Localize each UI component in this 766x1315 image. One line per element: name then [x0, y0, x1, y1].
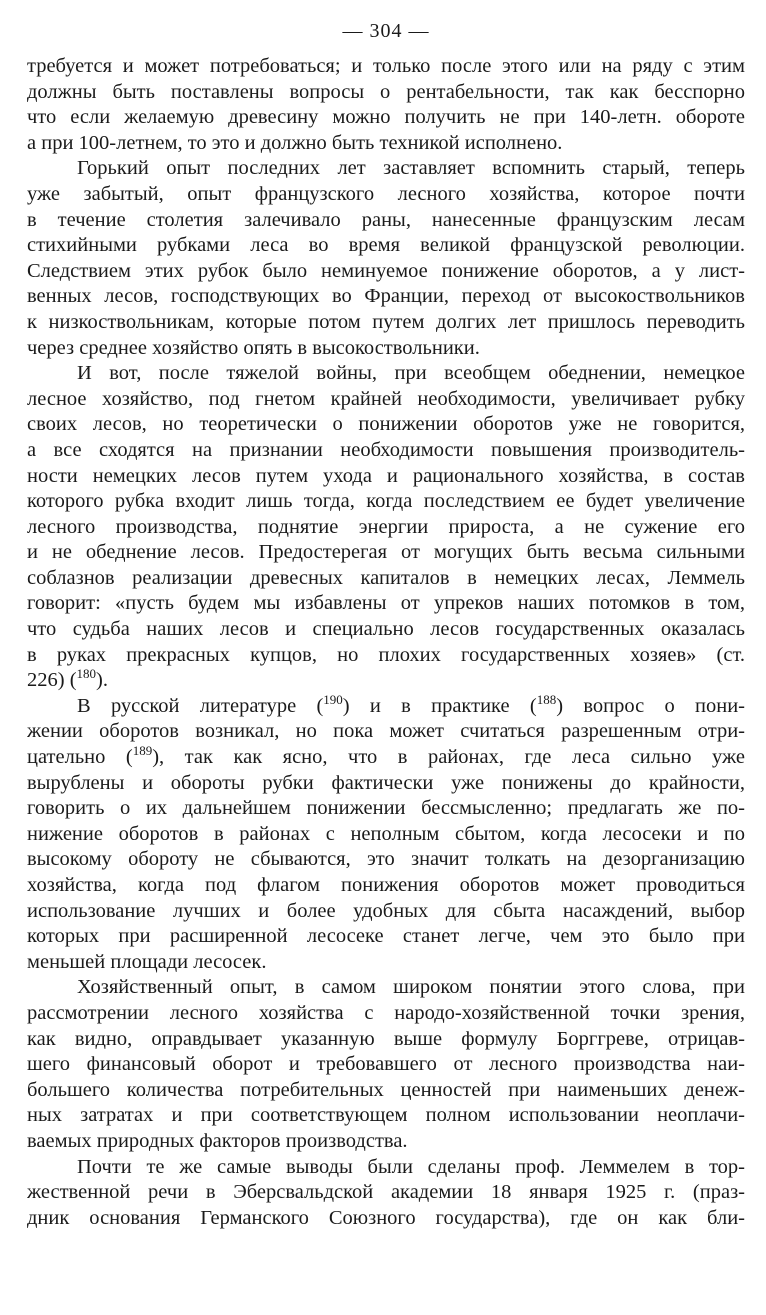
text-line: а все сходятся на признании необходимости повышения производитель- — [27, 438, 745, 461]
text-line: вырублены и обороты рубки фактически уже понижены до крайности, — [27, 771, 745, 794]
text-line: И вот, после тяжелой войны, при всеобщем обеднении, немецкое — [77, 362, 745, 385]
text-line: своих лесов, но теоретически о понижении оборотов уже не говорится, — [27, 413, 745, 436]
text-line: а при 100-летнем, то это и должно быть техникой исполнено. — [27, 131, 563, 154]
text-line: которых при расширенной лесосеке станет легче, чем это было при — [27, 925, 745, 948]
text-line: жественной речи в Эберсвальдской академии 18 января 1925 г. (праз- — [27, 1181, 745, 1204]
footnote-ref: 180 — [76, 668, 97, 682]
text-line: в течение столетия залечивало раны, нанесенные французским лесам — [27, 208, 745, 231]
text-line: большего количества потребительных ценностей при наименьших денеж- — [27, 1078, 745, 1101]
text-line: хозяйства, когда под флагом понижения оборотов может проводиться — [27, 874, 745, 896]
text-line: что если желаемую древесину можно получить не при 140-летн. обороте — [27, 106, 745, 129]
page — [27, 18, 745, 1231]
text-line: Горький опыт последних лет заставляет вспомнить старый, теперь — [77, 157, 745, 180]
page-number: — 304 — — [342, 20, 430, 42]
text-line: говорить о их дальнейшем понижении бессмысленно; предлагать же по- — [27, 797, 745, 820]
text-line: Почти те же самые выводы были сделаны проф. Леммелем в тор- — [77, 1155, 745, 1178]
text-fragment: В русской литературе ( — [77, 694, 324, 717]
text-line: соблазнов реализации древесных капиталов в немецких лесах, Леммель — [27, 566, 745, 589]
text-line: использование лучших и более удобных для сбыта насаждений, выбор — [27, 899, 745, 922]
text-line: что судьба наших лесов и специально лесов государственных оказалась — [27, 618, 745, 641]
text-line: дник основания Германского Союзного государства), где он как бли- — [27, 1206, 745, 1229]
paragraph-5 — [27, 975, 745, 1154]
text-line: шего финансовый оборот и требовавшего от лесного производства наи- — [27, 1053, 745, 1076]
text-line: ваемых природных факторов производства. — [27, 1129, 408, 1152]
text-line: ных затратах и при соответствующем полном использовании неоплачи- — [27, 1104, 745, 1127]
text-line: венных лесов, господствующих во Франции, переход от высокоствольников — [27, 285, 745, 308]
text-line — [27, 668, 745, 694]
paragraph-6 — [27, 1155, 745, 1232]
paragraph-4 — [27, 694, 745, 976]
text-line: рассмотрении лесного хозяйства с народо-хозяйственной точки зрения, — [27, 1001, 745, 1024]
text-line: требуется и может потребоваться; и только после этого или на ряду с этим — [27, 55, 745, 77]
text-line: должны быть поставлены вопросы о рентабельности, так как бесспорно — [27, 80, 745, 103]
text-line: которого рубка входит лишь тогда, когда последствием ее будет увеличение — [27, 490, 745, 513]
footnote-ref: 188 — [536, 693, 557, 708]
text-line: жении оборотов возникал, но пока может считаться разрешенным отри- — [27, 720, 745, 743]
text-line — [27, 694, 745, 720]
text-fragment: ). — [96, 669, 108, 692]
text-fragment: ) вопрос о пони- — [556, 694, 745, 717]
paragraph-2 — [27, 156, 745, 361]
text-fragment: ), так как ясно, что в районах, где леса сильно уже — [152, 746, 745, 769]
text-fragment: 226) ( — [27, 669, 77, 692]
footnote-ref: 190 — [323, 693, 343, 708]
text-line: через среднее хозяйство опять в высокоствольники. — [27, 336, 480, 359]
text-fragment: цательно ( — [27, 746, 133, 769]
text-line: и не обеднение лесов. Предостерегая от могущих быть весьма сильными — [27, 541, 745, 564]
text-line: лесного производства, поднятие энергии прироста, а не сужение его — [27, 515, 745, 538]
paragraph-3 — [27, 361, 745, 694]
text-line: стихийными рубками леса во время великой французской революции. — [27, 234, 745, 257]
footnote-ref: 189 — [132, 745, 153, 759]
text-line: говорит: «пусть будем мы избавлены от упреков наших потомков в том, — [27, 592, 745, 615]
text-line: Следствием этих рубок было неминуемое понижение оборотов, а у лист- — [27, 259, 745, 282]
text-line: лесное хозяйство, под гнетом крайней необходимости, увеличивает рубку — [27, 387, 745, 410]
text-line: уже забытый, опыт французского лесного хозяйства, которое почти — [27, 182, 745, 205]
text-fragment: ) и в практике ( — [342, 694, 537, 717]
text-line: ности немецких лесов путем ухода и рационального хозяйства, в состав — [27, 464, 745, 487]
text-line: как видно, оправдывает указанную выше формулу Борггреве, отрицав- — [27, 1027, 745, 1050]
text-line — [27, 745, 745, 771]
paragraph-1 — [27, 54, 745, 156]
text-line: к низкоствольникам, которые потом путем долгих лет пришлось переводить — [27, 310, 745, 333]
text-line: Хозяйственный опыт, в самом широком понятии этого слова, при — [77, 976, 745, 999]
text-line: меньшей площади лесосек. — [27, 950, 267, 973]
text-line: нижение оборотов в районах с неполным сбытом, когда лесосеки и по — [27, 822, 745, 845]
text-line: в руках прекрасных купцов, но плохих государственных хозяев» (ст. — [27, 643, 745, 666]
text-line: высокому обороту не сбываются, это значит толкать на дезорганизацию — [27, 848, 745, 871]
